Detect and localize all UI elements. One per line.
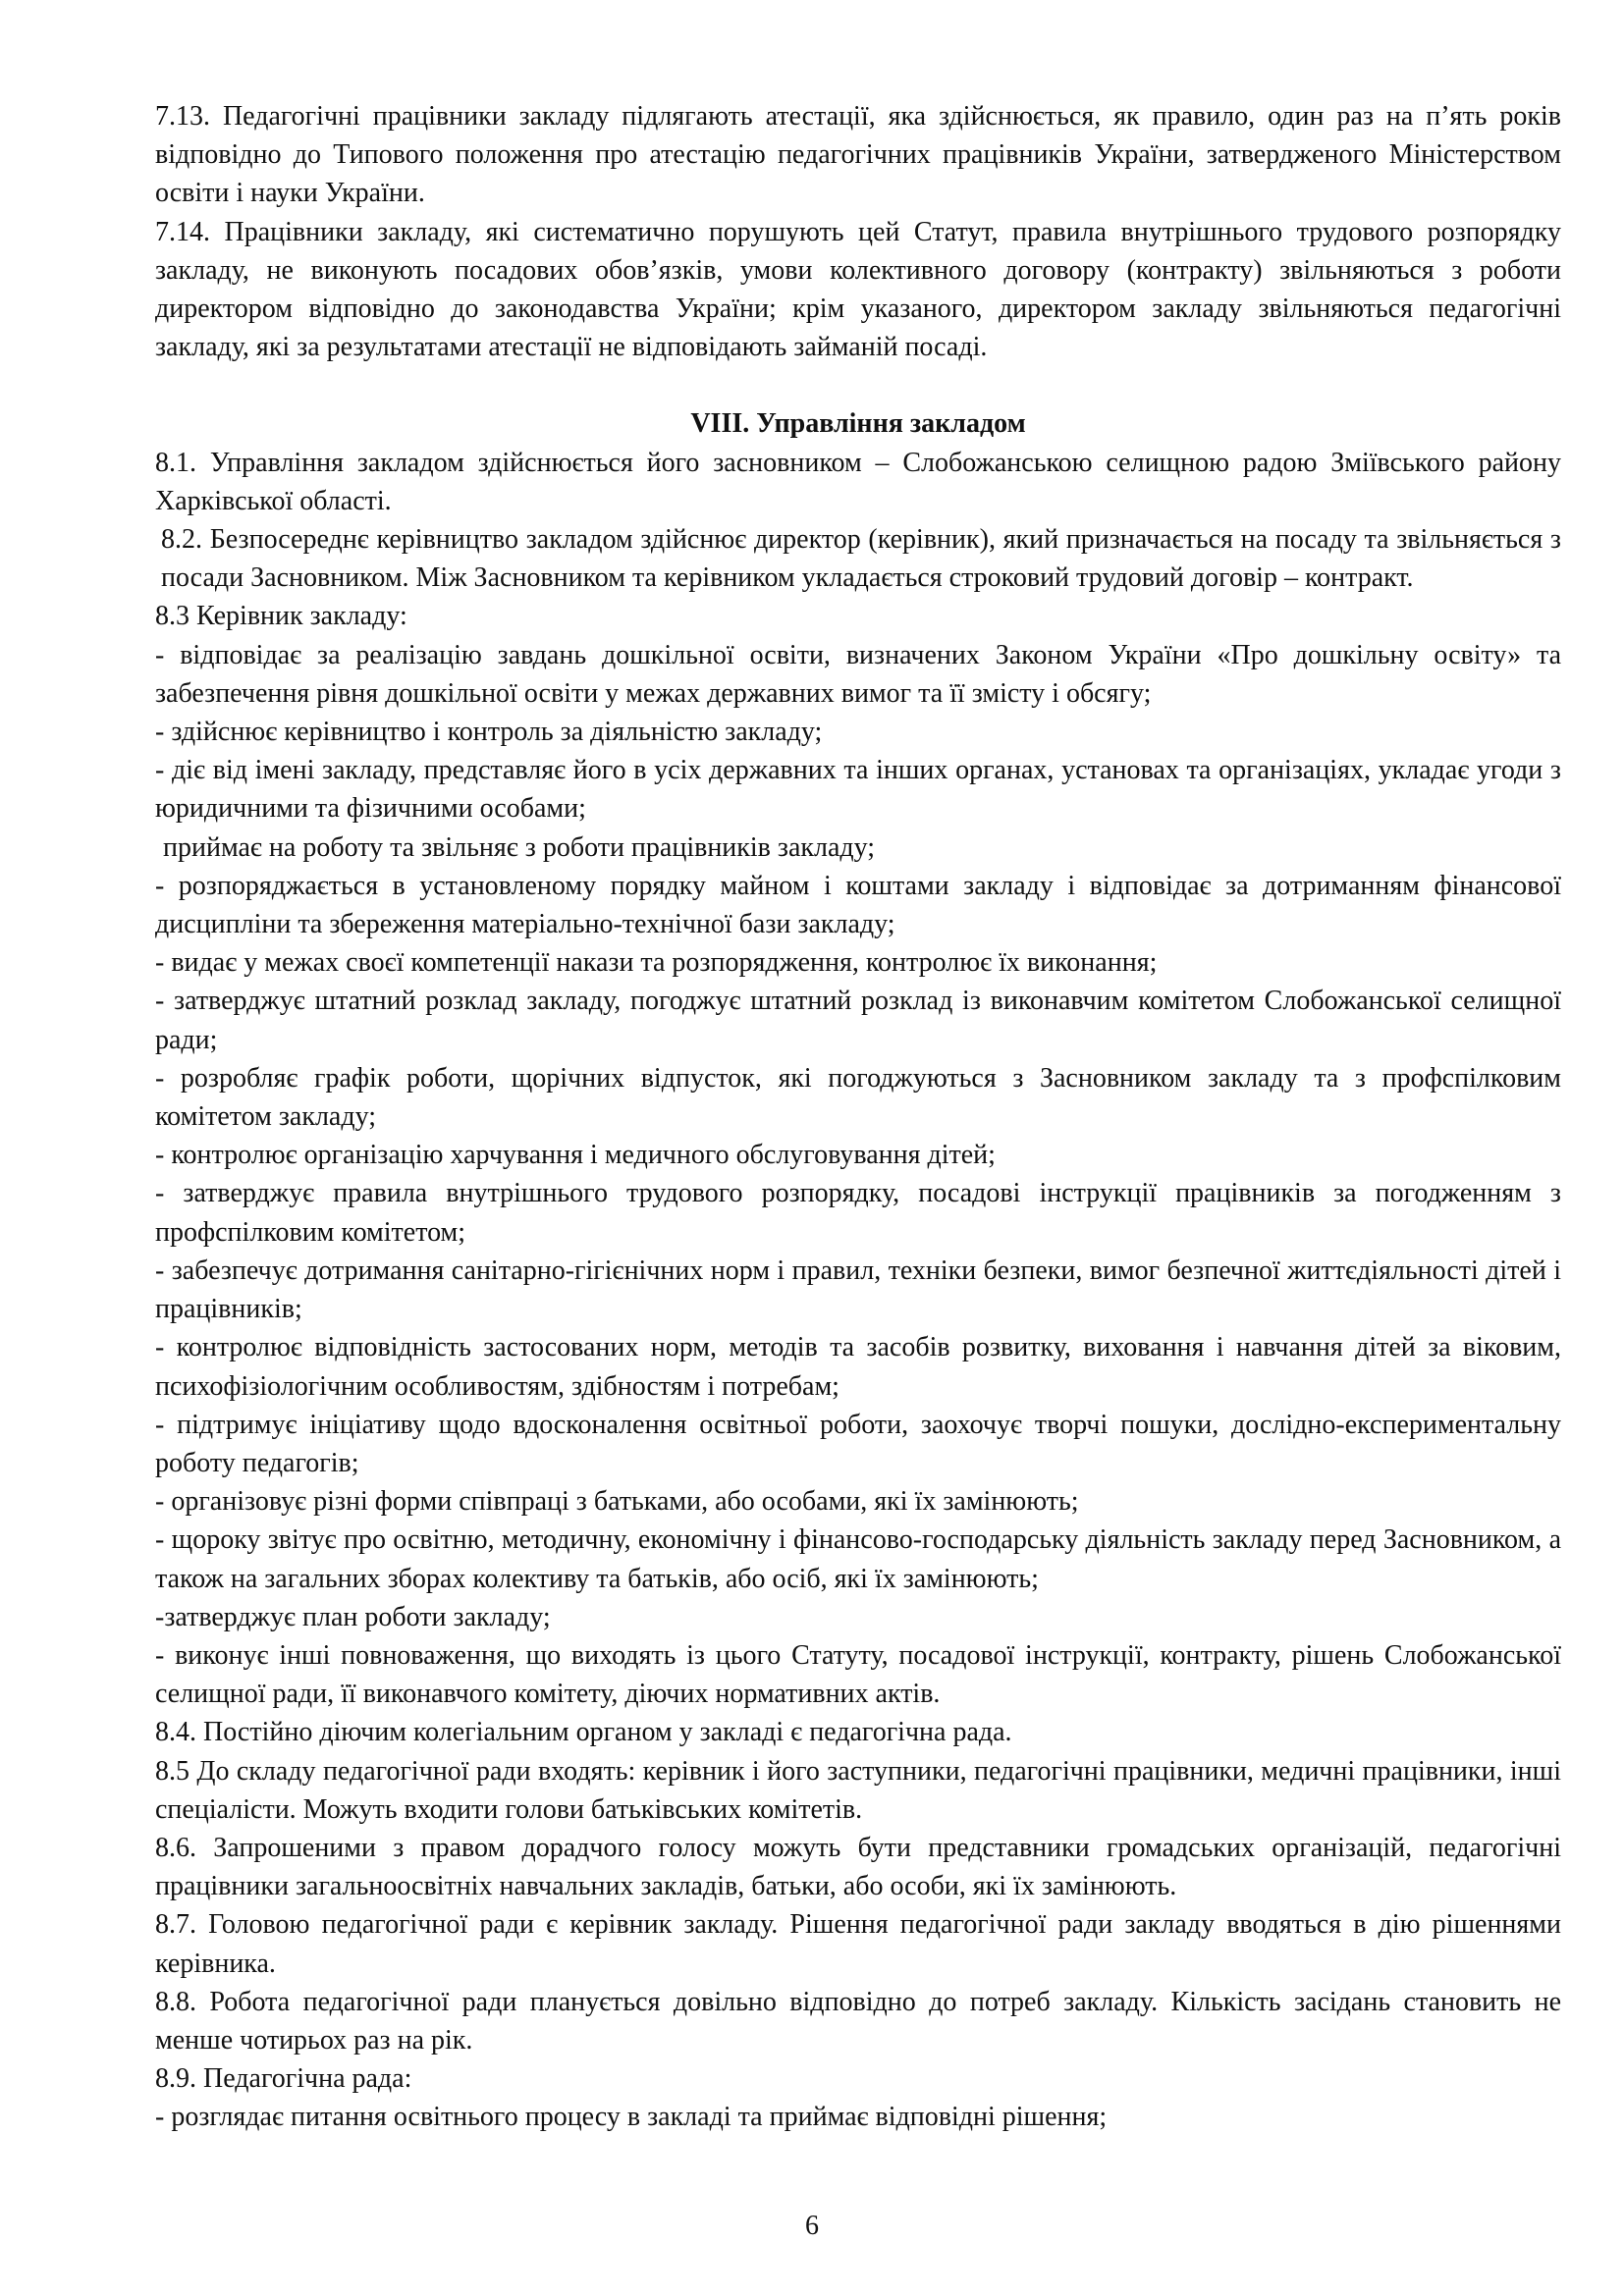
list-item: - відповідає за реалізацію завдань дошкільної освіти, визначених Законом України «Про дошкільну освіту» та забезпечення рівня дошкільної освіти у межах державних вимог та її змісту і обсягу; — [155, 639, 1561, 709]
document-page — [155, 97, 1561, 2137]
list-item: приймає на роботу та звільняє з роботи працівників закладу; — [163, 831, 876, 863]
paragraph-8-7: 8.7. Головою педагогічної ради є керівник закладу. Рішення педагогічної ради закладу вводяться в дію рішеннями керівника. — [155, 1909, 1561, 1979]
paragraph-7-13: 7.13. Педагогічні працівники закладу підлягають атестації, яка здійснюється, як правило, один раз на п’ять років відповідно до Типового положення про атестацію педагогічних працівників України, затвердженого Міністерством освіти і науки України. — [155, 101, 1561, 209]
paragraph-7-14: 7.14. Працівники закладу, які систематично порушують цей Статут, правила внутрішнього трудового розпорядку закладу, не виконують посадових обов’язків, умови колективного договору (контракту) звільняються з роботи директором відповідно до законодавства України; крім указаного, директором закладу звільняються педагогічні закладу, які за результатами атестації не відповідають займаній посаді. — [155, 216, 1561, 363]
list-item: - розпоряджається в установленому порядку майном і коштами закладу і відповідає за дотриманням фінансової дисципліни та збереження матеріально-технічної бази закладу; — [155, 870, 1561, 940]
paragraph-8-4: 8.4. Постійно діючим колегіальним органом у закладі є педагогічна рада. — [155, 1717, 1012, 1748]
list-item: - видає у межах своєї компетенції накази та розпорядження, контролює їх виконання; — [155, 947, 1158, 979]
paragraph-8-3: 8.3 Керівник закладу: — [155, 601, 407, 632]
list-item: - затверджує штатний розклад закладу, погоджує штатний розклад із виконавчим комітетом Слобожанської селищної ради; — [155, 986, 1561, 1055]
paragraph-8-1: 8.1. Управління закладом здійснюється його засновником – Слобожанською селищною радою Зміївського району Харківської області. — [155, 447, 1561, 516]
paragraph-8-8: 8.8. Робота педагогічної ради планується довільно відповідно до потреб закладу. Кількість засідань становить не менше чотирьох раз на рік. — [155, 1986, 1561, 2056]
list-item: - затверджує правила внутрішнього трудового розпорядку, посадові інструкції працівників за погодженням з профспілковим комітетом; — [155, 1178, 1561, 1248]
paragraph-8-6: 8.6. Запрошеними з правом дорадчого голосу можуть бути представники громадських організацій, педагогічні працівники загальноосвітніх навчальних закладів, батьки, або особи, які їх замінюють. — [155, 1832, 1561, 1902]
list-item: - підтримує ініціативу щодо вдосконалення освітньої роботи, заохочує творчі пошуки, дослідно-експериментальну роботу педагогів; — [155, 1409, 1561, 1478]
list-item: - забезпечує дотримання санітарно-гігієнічних норм і правил, техніки безпеки, вимог безпечної життєдіяльності дітей і працівників; — [155, 1255, 1561, 1325]
paragraph-8-5: 8.5 До складу педагогічної ради входять: керівник і його заступники, педагогічні працівники, медичні працівники, інші спеціалісти. Можуть входити голови батьківських комітетів. — [155, 1755, 1561, 1825]
list-item: - здійснює керівництво і контроль за діяльністю закладу; — [155, 717, 823, 748]
page-number: 6 — [805, 2211, 819, 2241]
paragraph-8-9: 8.9. Педагогічна рада: — [155, 2063, 412, 2095]
list-item: - організовує різні форми співпраці з батьками, або особами, які їх замінюють; — [155, 1486, 1079, 1518]
list-item: - розробляє графік роботи, щорічних відпусток, які погоджуються з Засновником закладу та з профспілковим комітетом закладу; — [155, 1062, 1561, 1133]
list-item: - контролює відповідність застосованих норм, методів та засобів розвитку, виховання і навчання дітей за віковим, психофізіологічним особливостям, здібностям і потребам; — [155, 1332, 1561, 1402]
section-heading-viii: VIII. Управління закладом — [690, 408, 1026, 440]
list-item: -затверджує план роботи закладу; — [155, 1601, 551, 1632]
list-item: - розглядає питання освітнього процесу в закладі та приймає відповідні рішення; — [155, 2102, 1108, 2133]
paragraph-8-2: 8.2. Безпосереднє керівництво закладом здійснює директор (керівник), який призначається на посаду та звільняється з посади Засновником. Між Засновником та керівником укладається строковий трудовий договір – контракт. — [161, 524, 1561, 594]
list-item: - діє від імені закладу, представляє його в усіх державних та інших органах, установах та організаціях, укладає угоди з юридичними та фізичними особами; — [155, 755, 1561, 825]
list-item: - контролює організацію харчування і медичного обслуговування дітей; — [155, 1140, 996, 1171]
list-item: - виконує інші повноваження, що виходять із цього Статуту, посадової інструкції, контракту, рішень Слобожанської селищної ради, її виконавчого комітету, діючих нормативних актів. — [155, 1639, 1561, 1710]
list-item: - щороку звітує про освітню, методичну, економічну і фінансово-господарську діяльність закладу перед Засновником, а також на загальних зборах колективу та батьків, або осіб, які їх замінюють; — [155, 1524, 1561, 1594]
